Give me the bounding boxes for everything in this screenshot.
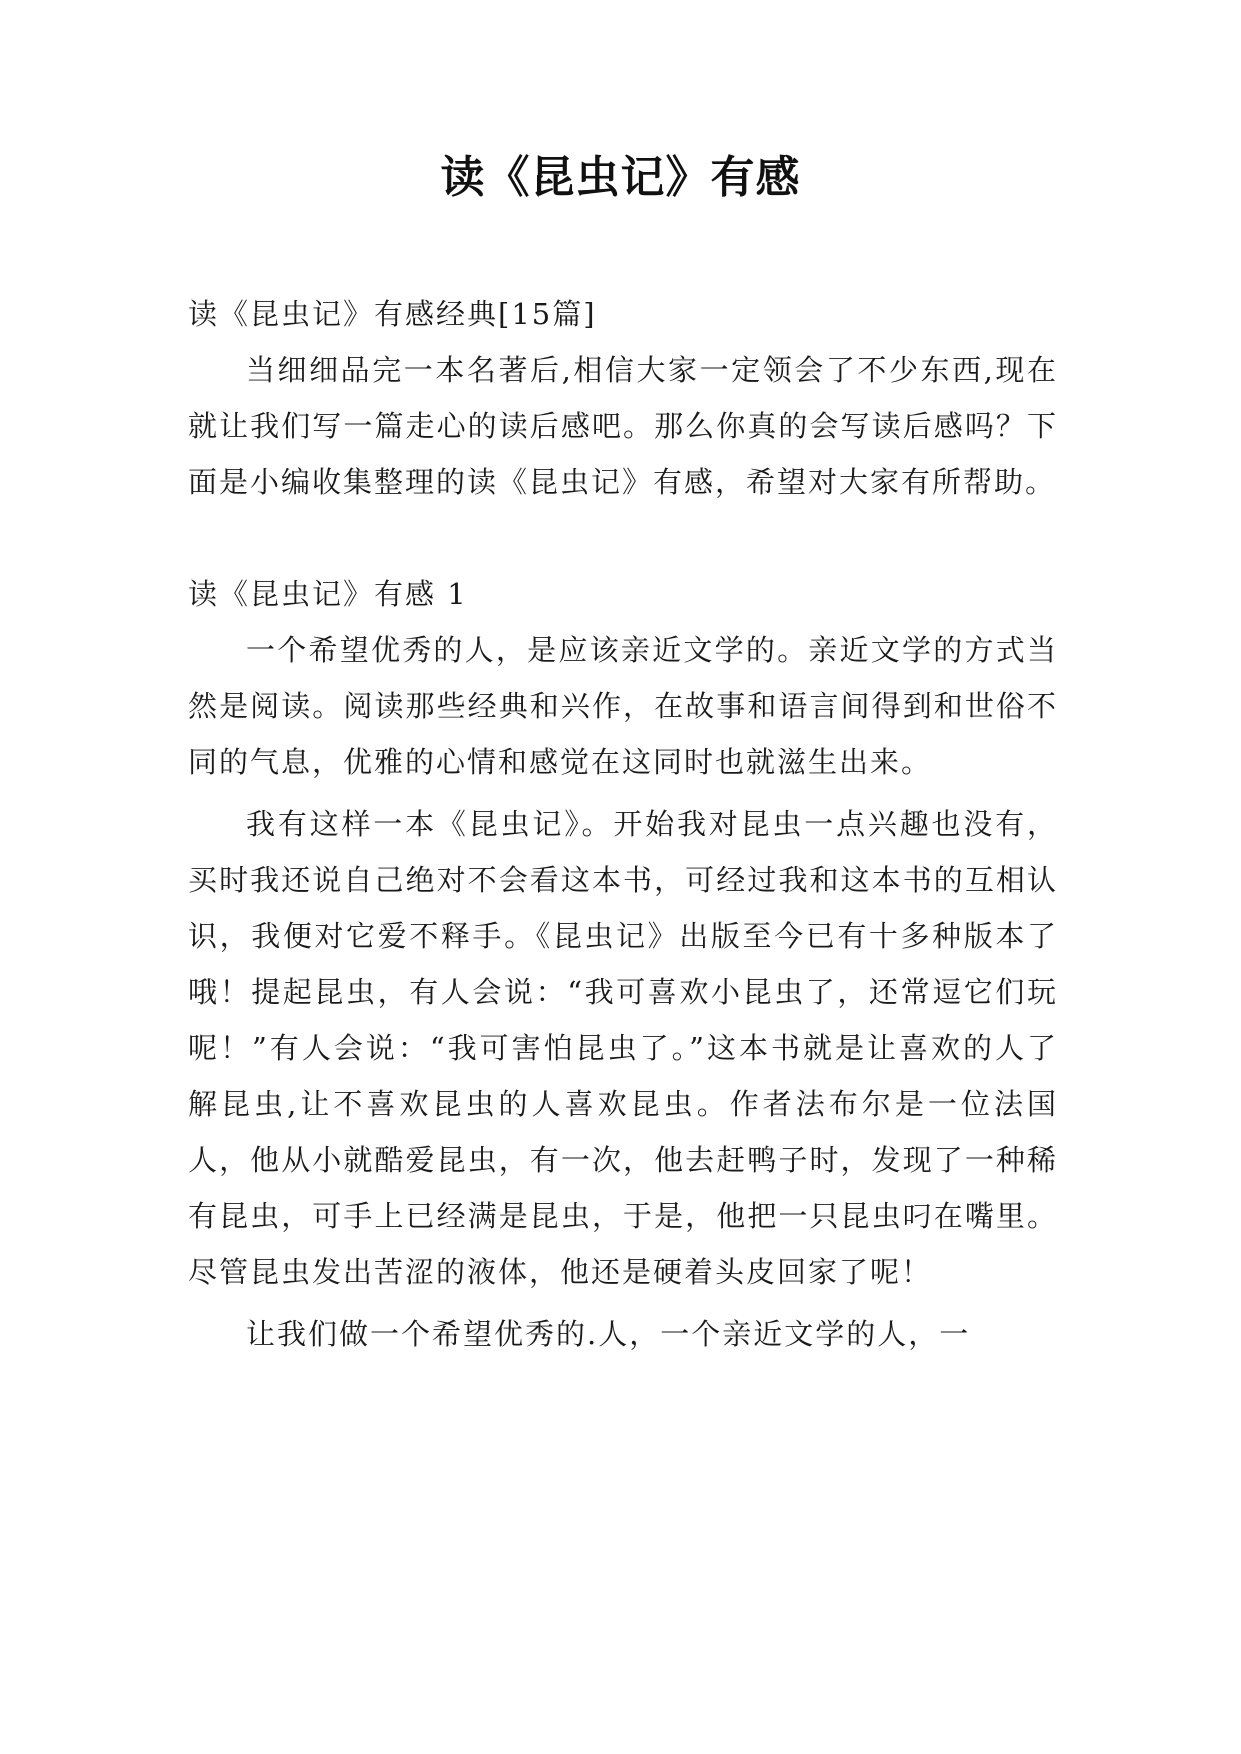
body-paragraph: 我有这样一本《昆虫记》。开始我对昆虫一点兴趣也没有，买时我还说自己绝对不会看这本书，可经过我和这本书的互相认识，我便对它爱不释手。《昆虫记》出版至今已有十多种版本了哦！提起昆虫，有人会说：“我可喜欢小昆虫了，还常逗它们玩呢！”有人会说：“我可害怕昆虫了。”这本书就是让喜欢的人了解昆虫,让不喜欢昆虫的人喜欢昆虫。作者法布尔是一位法国人，他从小就酷爱昆虫，有一次，他去赶鸭子时，发现了一种稀有昆虫，可手上已经满是昆虫，于是，他把一只昆虫叼在嘴里。尽管昆虫发出苦涩的液体，他还是硬着头皮回家了呢！ (188, 807, 1058, 1289)
section-spacer (188, 510, 1058, 566)
body-paragraph: 一个希望优秀的人，是应该亲近文学的。亲近文学的方式当然是阅读。阅读那些经典和兴作，在故事和语言间得到和世俗不同的气息，优雅的心情和感觉在这同时也就滋生出来。 (188, 633, 1058, 779)
section-heading: 读《昆虫记》有感 1 (188, 577, 468, 611)
document-body (188, 286, 1058, 1362)
page-title: 读《昆虫记》有感 (440, 152, 801, 203)
intro-paragraph: 当细细品完一本名著后,相信大家一定领会了不少东西,现在就让我们写一篇走心的读后感吧。那么你真的会写读后感吗？下面是小编收集整理的读《昆虫记》有感，希望对大家有所帮助。 (188, 353, 1058, 499)
body-paragraph: 让我们做一个希望优秀的.人，一个亲近文学的人，一 (246, 1317, 971, 1351)
document-subtitle: 读《昆虫记》有感经典[15篇] (188, 297, 597, 331)
